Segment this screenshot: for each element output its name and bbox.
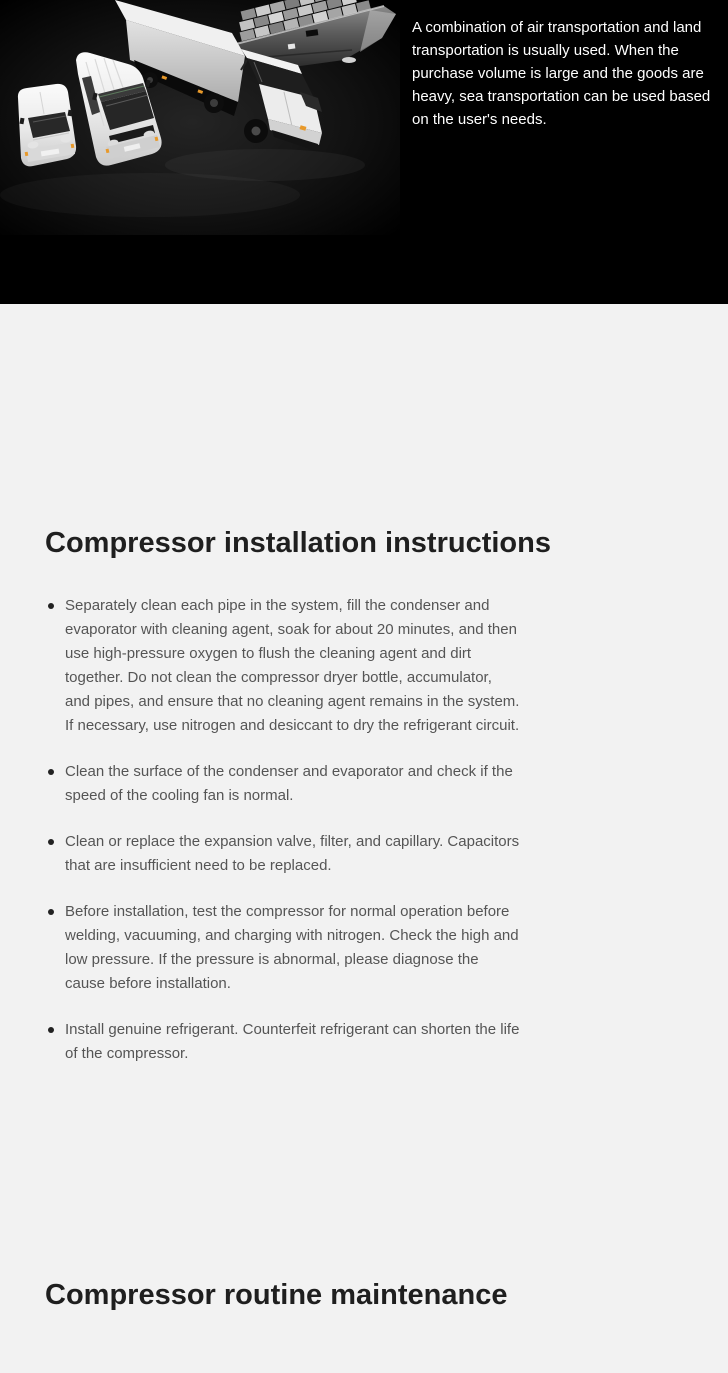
list-item: Separately clean each pipe in the system, fill the condenser and evaporator with cleaning agent, soak for about 20 minutes, and then use high-pressure oxygen to flush the cleaning agent and dirt together. Do not clean the compressor dryer bottle, accumulator, and pipes, and ensure that no cleaning agent remains in the system. If necessary, use nitrogen and desiccant to dry the refrigerant circuit. (45, 594, 520, 738)
list-item: Clean the surface of the condenser and evaporator and check if the speed of the cooling fan is normal. (45, 760, 520, 808)
small-van-illustration (18, 84, 76, 166)
hero-paragraph: A combination of air transportation and land transportation is usually used. When the purchase volume is large and the goods are heavy, sea transportation can be used based on the user's needs. (412, 19, 711, 128)
installation-bullet-list (45, 594, 683, 1089)
hero-section (0, 0, 728, 304)
content-area (0, 304, 728, 1313)
installation-section-title: Compressor installation instructions (45, 527, 551, 559)
list-item: Clean or replace the expansion valve, filter, and capillary. Capacitors that are insufficient need to be replaced. (45, 830, 520, 878)
maintenance-section-title: Compressor routine maintenance (45, 1279, 508, 1311)
transport-vehicles-image (0, 0, 400, 235)
list-item: Before installation, test the compressor for normal operation before welding, vacuuming, and charging with nitrogen. Check the high and low pressure. If the pressure is abnormal, please diagnose the cause before installation. (45, 900, 520, 996)
list-item: Install genuine refrigerant. Counterfeit refrigerant can shorten the life of the compressor. (45, 1018, 520, 1066)
